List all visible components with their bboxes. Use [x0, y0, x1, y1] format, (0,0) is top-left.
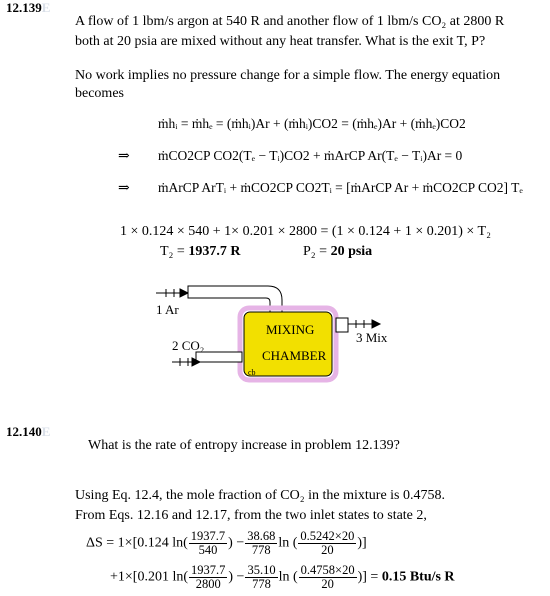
numeric-equation: 1 × 0.124 × 540 + 1× 0.201 × 2800 = (1 × 0.124 + 1 × 0.201) × T₂	[120, 224, 491, 239]
fraction-temp-ratio-2: $\frac{1937.7}{2800}$	[191, 563, 226, 591]
inlet-2-label: 2 CO₂	[172, 338, 205, 353]
t2-result: T₂ = 1937.7 R	[160, 244, 241, 259]
control-boundary-tag: cb	[248, 368, 256, 377]
intro-line-2: becomes	[75, 86, 124, 101]
entropy-equation-row-2: +1×[0.201 ln( $\frac{1937.7}{2800}$ ) − $\frac{35.10}{778}$ ln ( $\frac{0.4758\times 20}{20}$ )] = 0.15 Btu/s R	[110, 563, 455, 591]
intro-line-1: No work implies no pressure change for a simple flow. The energy equation	[75, 68, 501, 83]
question-12-140: What is the rate of entropy increase in problem 12.139?	[88, 438, 400, 453]
question-line-1: A flow of 1 lbm/s argon at 540 R and another flow of 1 lbm/s CO₂ at 2800 R	[75, 14, 505, 29]
energy-equation-2: ṁCO2CP CO2(Tₑ − Tᵢ)CO2 + ṁArCP Ar(Tₑ − Tᵢ)Ar = 0	[158, 148, 463, 163]
fraction-pressure-ratio-1: $\frac{0.5242\times 20}{20}$	[300, 529, 355, 557]
implies-arrow-2: ⇒	[118, 181, 130, 196]
question-line-2: both at 20 psia are mixed without any heat transfer. What is the exit T, P?	[75, 34, 486, 49]
fraction-gas-constant-1: $\frac{38.68}{778}$	[247, 529, 276, 557]
energy-equation-3: ṁArCP ArTᵢ + ṁCO2CP CO2Tᵢ = [ṁArCP Ar + ṁCO2CP CO2] Tₑ	[158, 180, 523, 195]
implies-arrow-1: ⇒	[118, 149, 130, 164]
entropy-result: 0.15 Btu/s R	[381, 569, 455, 585]
fraction-gas-constant-2: $\frac{35.10}{778}$	[247, 563, 276, 591]
fraction-pressure-ratio-2: $\frac{0.4758\times 20}{20}$	[300, 563, 355, 591]
solution-line-2: From Eqs. 12.16 and 12.17, from the two inlet states to state 2,	[75, 508, 427, 523]
chamber-label-line-1: MIXING	[266, 322, 315, 337]
exit-arrow	[348, 320, 380, 328]
problem-number-12-140: 12.140E	[6, 424, 51, 439]
entropy-equation-row-1: ΔS = 1×[0.124 ln( $\frac{1937.7}{540}$ ) − $\frac{38.68}{778}$ ln ( $\frac{0.5242\times 20}{20}$ )]	[86, 529, 367, 557]
exit-pipe	[336, 318, 348, 332]
result-equals: =	[370, 569, 379, 585]
p2-result: P₂ = 20 psia	[303, 244, 373, 259]
inlet-1-label: 1 Ar	[156, 302, 179, 317]
problem-number-12-139: 12.139E	[6, 0, 51, 15]
fraction-temp-ratio-1: $\frac{1937.7}{540}$	[190, 529, 226, 557]
exit-label: 3 Mix	[356, 330, 388, 345]
energy-equation: ṁhᵢ = ṁhₑ = (ṁhᵢ)Ar + (ṁhᵢ)CO2 = (ṁhₑ)Ar + (ṁhₑ)CO2	[158, 116, 466, 131]
inlet-1-arrow	[156, 289, 188, 297]
solution-line-1: Using Eq. 12.4, the mole fraction of CO₂ in the mixture is 0.4758.	[75, 488, 445, 503]
chamber-label-line-2: CHAMBER	[262, 348, 327, 363]
